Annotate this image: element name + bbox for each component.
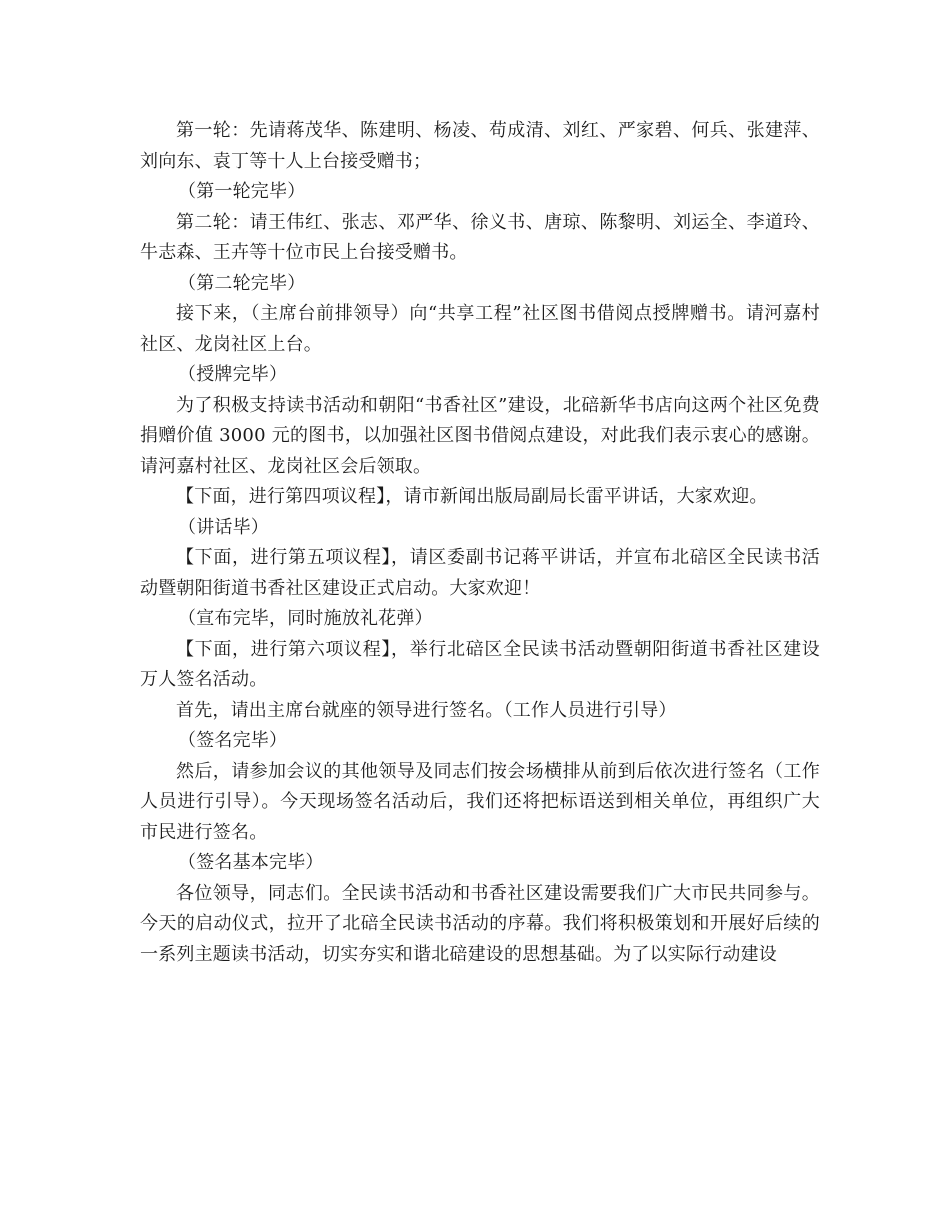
note-sign-mostly-done: （签名基本完毕） xyxy=(178,852,324,873)
note-announce-done: （宣布完毕，同时施放礼花弹） xyxy=(178,608,433,629)
paragraph-leaders-sign: 首先，请出主席台就座的领导进行签名。（工作人员进行引导） xyxy=(176,699,677,721)
document-body xyxy=(140,116,820,970)
paragraph-book-donation: 为了积极支持读书活动和朝阳“书香社区”建设，北碚新华书店向这两个社区免费捐赠价值 3000 元的图书，以加强社区图书借阅点建设，对此我们表示衷心的感谢。请河嘉村社区、龙岗社区会后领取。 xyxy=(140,394,820,477)
paragraph-closing: 各位领导，同志们。全民读书活动和书香社区建设需要我们广大市民共同参与。今天的启动仪式，拉开了北碚全民读书活动的序幕。我们将积极策划和开展好后续的一系列主题读书活动，切实夯实和谐北碚建设的思想基础。为了以实际行动建设 xyxy=(140,882,820,965)
paragraph-plaque-award: 接下来，（主席台前排领导）向“共享工程”社区图书借阅点授牌赠书。请河嘉村社区、龙岗社区上台。 xyxy=(140,303,820,355)
paragraph-round-one: 第一轮：先请蒋茂华、陈建明、杨凌、苟成清、刘红、严家碧、何兵、张建萍、刘向东、袁丁等十人上台接受赠书； xyxy=(140,120,820,172)
note-round-one-done: （第一轮完毕） xyxy=(178,181,306,202)
note-sign-done: （签名完毕） xyxy=(178,730,288,751)
note-round-two-done: （第二轮完毕） xyxy=(178,272,306,294)
note-speech-done: （讲话毕） xyxy=(178,516,269,538)
paragraph-agenda-six: 【下面，进行第六项议程】，举行北碚区全民读书活动暨朝阳街道书香社区建设万人签名活动。 xyxy=(140,638,820,690)
note-plaque-done: （授牌完毕） xyxy=(178,364,288,385)
paragraph-agenda-four: 【下面，进行第四项议程】，请市新闻出版局副局长雷平讲话，大家欢迎。 xyxy=(176,486,768,507)
paragraph-agenda-five: 【下面，进行第五项议程】，请区委副书记蒋平讲话，并宣布北碚区全民读书活动暨朝阳街道书香社区建设正式启动。大家欢迎！ xyxy=(140,547,820,599)
paragraph-round-two: 第二轮：请王伟红、张志、邓严华、徐义书、唐琼、陈黎明、刘运全、李道玲、牛志森、王卉等十位市民上台接受赠书。 xyxy=(140,211,820,263)
paragraph-others-sign: 然后，请参加会议的其他领导及同志们按会场横排从前到后依次进行签名（工作人员进行引导）。今天现场签名活动后，我们还将把标语送到相关单位，再组织广大市民进行签名。 xyxy=(140,760,820,843)
